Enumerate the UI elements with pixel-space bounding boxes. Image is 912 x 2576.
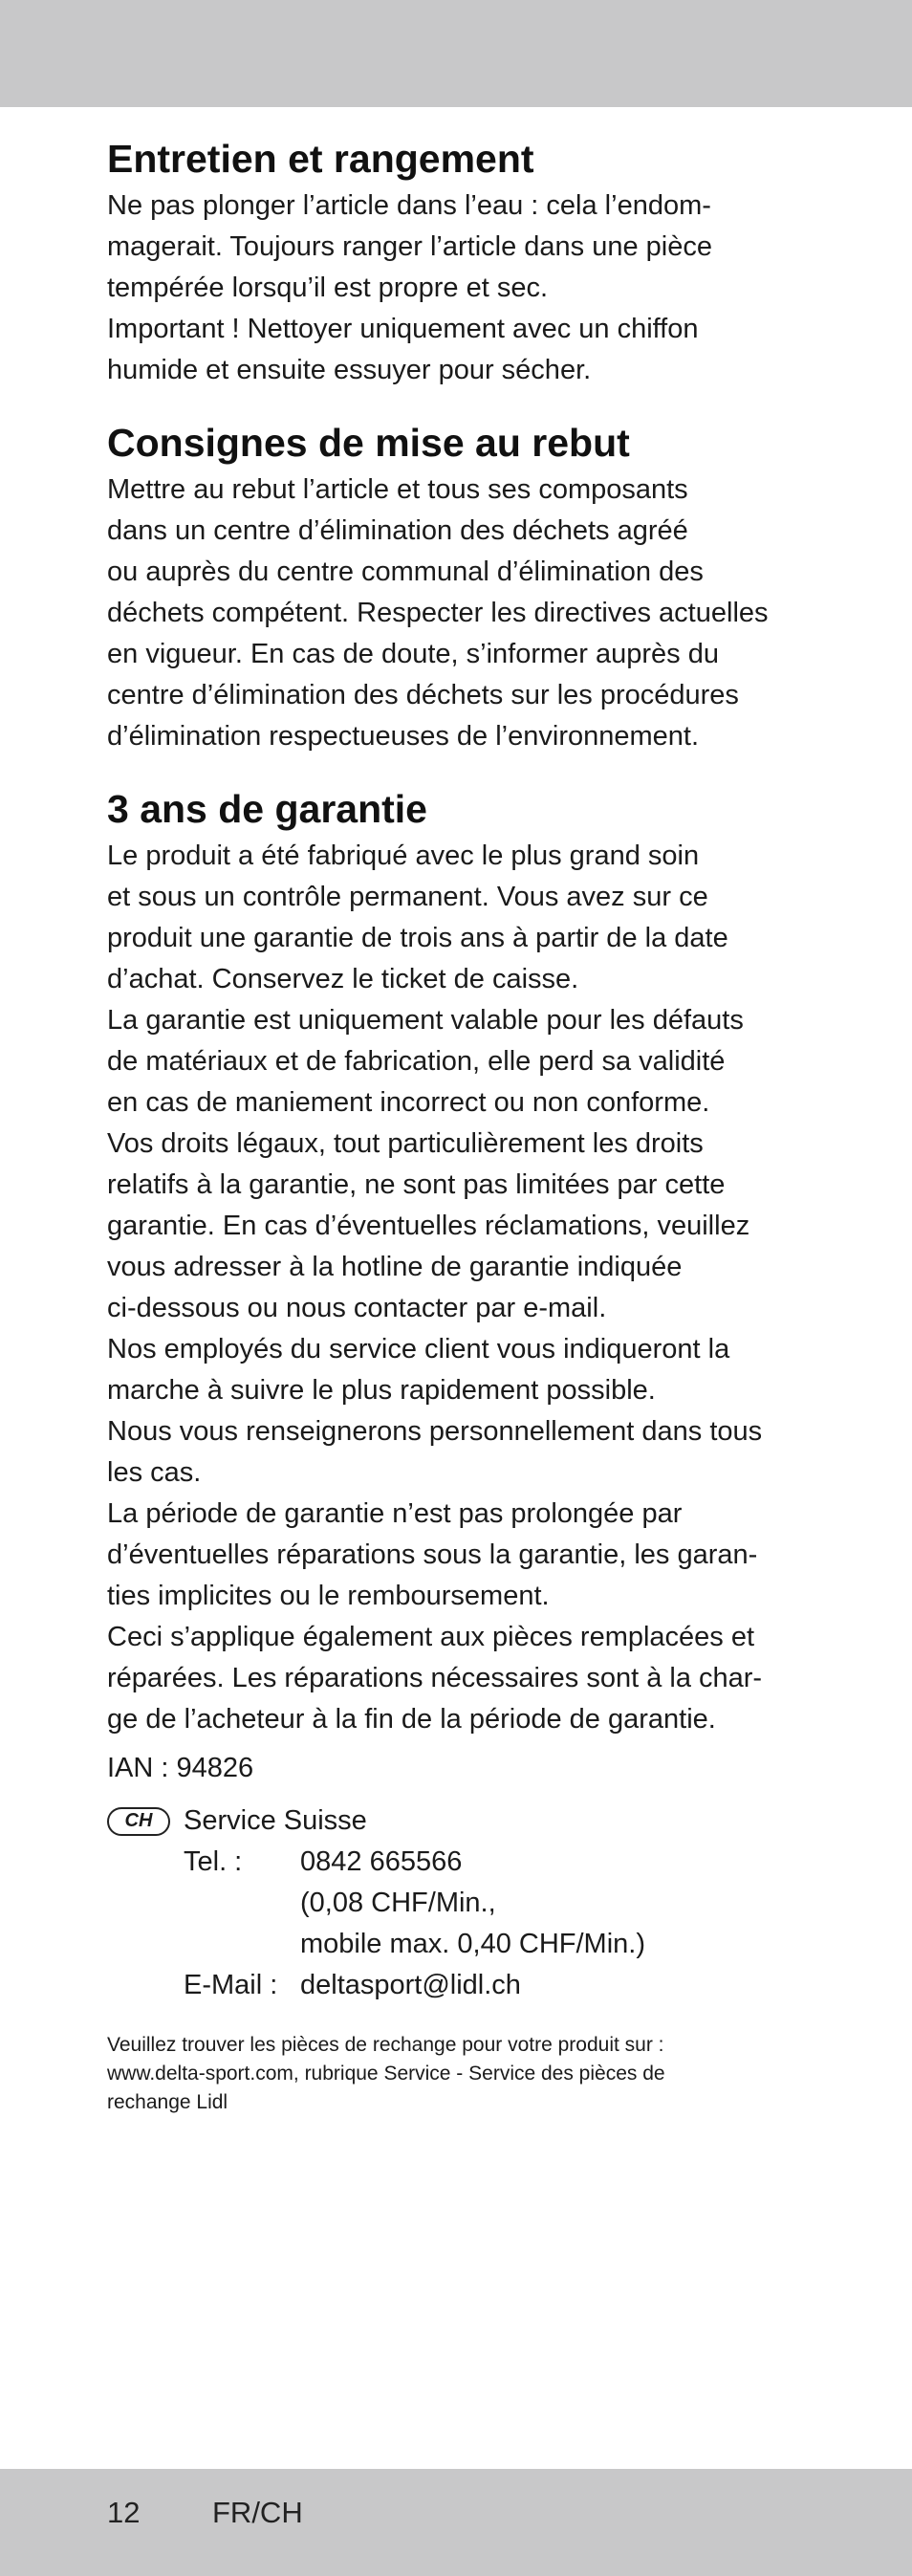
text-line: Mettre au rebut l’article et tous ses composants [107, 474, 688, 505]
page-number: 12 [107, 2496, 141, 2529]
section-disposal [107, 416, 814, 757]
heading-disposal: Consignes de mise au rebut [107, 421, 630, 465]
email-address: deltasport@lidl.ch [300, 1970, 521, 2000]
text-line: en cas de maniement incorrect ou non conforme. [107, 1087, 710, 1118]
text-line: Ceci s’applique également aux pièces remplacées et [107, 1622, 755, 1652]
text-line: d’élimination respectueuses de l’environnement. [107, 721, 700, 752]
heading-care-storage: Entretien et rangement [107, 137, 534, 181]
tel-rate-line: mobile max. 0,40 CHF/Min.) [300, 1929, 645, 1959]
spare-parts-note [107, 2031, 814, 2117]
ian-number: IAN : 94826 [107, 1753, 254, 1783]
text-line: La période de garantie n’est pas prolongée par [107, 1498, 683, 1529]
text-line: produit une garantie de trois ans à partir de la date [107, 923, 728, 953]
text-line: d’achat. Conservez le ticket de caisse. [107, 964, 579, 994]
email-label: E-Mail : [184, 1970, 278, 2000]
text-line: magerait. Toujours ranger l’article dans une pièce [107, 231, 712, 262]
text-line: tempérée lorsqu’il est propre et sec. [107, 273, 548, 303]
text-line: Le produit a été fabriqué avec le plus grand soin [107, 840, 700, 871]
text-line: Ne pas plonger l’article dans l’eau : cela l’endom- [107, 190, 711, 221]
disposal-text [107, 469, 814, 757]
text-line: ties implicites ou le remboursement. [107, 1581, 550, 1611]
text-line: Nos employés du service client vous indiqueront la [107, 1334, 730, 1364]
text-line: garantie. En cas d’éventuelles réclamations, veuillez [107, 1211, 750, 1241]
text-line: Vos droits légaux, tout particulièrement les droits [107, 1128, 704, 1159]
text-line: d’éventuelles réparations sous la garantie, les garan- [107, 1539, 758, 1570]
text-line: ci-dessous ou nous contacter par e-mail. [107, 1293, 607, 1323]
text-line: La garantie est uniquement valable pour les défauts [107, 1005, 744, 1036]
text-line: de matériaux et de fabrication, elle perd sa validité [107, 1046, 726, 1077]
note-line: www.delta-sport.com, rubrique Service - Service des pièces de [107, 2063, 665, 2085]
section-warranty [107, 782, 814, 1740]
note-line: Veuillez trouver les pièces de rechange pour votre produit sur : [107, 2034, 664, 2056]
text-line: marche à suivre le plus rapidement possible. [107, 1375, 656, 1406]
ch-country-badge: CH [107, 1807, 170, 1836]
service-contact-block [107, 1801, 814, 2006]
header-band [0, 0, 912, 107]
tel-number: 0842 665566 [300, 1846, 463, 1877]
text-line: et sous un contrôle permanent. Vous avez sur ce [107, 882, 708, 912]
text-line: les cas. [107, 1457, 202, 1488]
text-line: centre d’élimination des déchets sur les procédures [107, 680, 739, 710]
locale-label: FR/CH [212, 2496, 303, 2529]
text-line: Nous vous renseignerons personnellement dans tous [107, 1416, 763, 1447]
section-care-storage [107, 132, 814, 391]
warranty-text [107, 836, 814, 1740]
note-line: rechange Lidl [107, 2091, 228, 2113]
service-title: Service Suisse [184, 1805, 367, 1836]
text-line: Important ! Nettoyer uniquement avec un chiffon [107, 314, 699, 344]
page-content [107, 132, 814, 2137]
text-line: déchets compétent. Respecter les directives actuelles [107, 598, 769, 628]
tel-label: Tel. : [184, 1846, 243, 1877]
text-line: relatifs à la garantie, ne sont pas limitées par cette [107, 1169, 726, 1200]
text-line: ou auprès du centre communal d’élimination des [107, 557, 704, 587]
care-storage-text [107, 186, 814, 391]
text-line: humide et ensuite essuyer pour sécher. [107, 355, 592, 385]
heading-warranty: 3 ans de garantie [107, 787, 427, 831]
tel-rate-line: (0,08 CHF/Min., [300, 1888, 496, 1918]
text-line: ge de l’acheteur à la fin de la période de garantie. [107, 1704, 716, 1735]
text-line: vous adresser à la hotline de garantie indiquée [107, 1252, 683, 1282]
text-line: en vigueur. En cas de doute, s’informer auprès du [107, 639, 719, 669]
text-line: réparées. Les réparations nécessaires sont à la char- [107, 1663, 763, 1693]
text-line: dans un centre d’élimination des déchets agréé [107, 515, 688, 546]
